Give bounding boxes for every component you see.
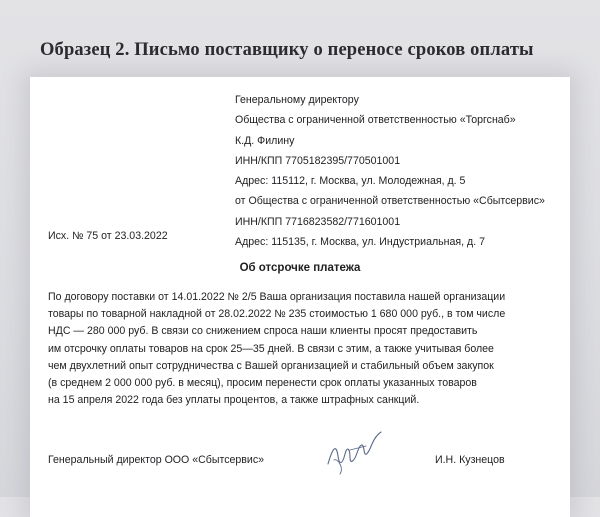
sender-line: ИНН/КПП 7716823582/771601001: [235, 215, 401, 228]
letter-subject: Об отсрочке платежа: [239, 262, 361, 274]
body-line: (в среднем 2 000 000 руб. в месяц), просим перенести срок оплаты указанных товаров: [48, 376, 477, 389]
body-line: чем двухлетний опыт сотрудничества с Вашей организацией и стабильный объем закупок: [48, 359, 494, 372]
sender-line: Адрес: 115135, г. Москва, ул. Индустриальная, д. 7: [235, 236, 486, 249]
body-line: НДС — 280 000 руб. В связи со снижением спроса наши клиенты просят предоставить: [48, 325, 478, 338]
letter-sheet: [30, 77, 570, 517]
recipient-line: Общества с ограниченной ответственностью «Торгснаб»: [235, 114, 516, 127]
recipient-line: Адрес: 115112, г. Москва, ул. Молодежная, д. 5: [235, 175, 466, 188]
signatory-title: Генеральный директор ООО «Сбытсервис»: [48, 454, 265, 466]
signatory-name: И.Н. Кузнецов: [435, 454, 505, 466]
recipient-line: ИНН/КПП 7705182395/770501001: [235, 154, 401, 167]
letter-body: [48, 289, 558, 409]
body-line: товары по товарной накладной от 28.02.2022 № 235 стоимостью 1 680 000 руб., в том числе: [48, 308, 506, 321]
recipient-block: [235, 90, 565, 252]
page-heading: Образец 2. Письмо поставщику о переносе сроков оплаты: [40, 40, 534, 60]
body-line: им отсрочку оплаты товаров на срок 25—35 дней. В связи с этим, а также учитывая более: [48, 342, 494, 355]
sender-line: от Общества с ограниченной ответственностью «Сбытсервис»: [235, 195, 545, 208]
recipient-line: Генеральному директору: [235, 94, 359, 106]
body-line: на 15 апреля 2022 года без уплаты процентов, а также штрафных санкций.: [48, 394, 420, 407]
handwritten-signature: [320, 420, 390, 480]
body-line: По договору поставки от 14.01.2022 № 2/5 Ваша организация поставила нашей организации: [48, 291, 506, 303]
recipient-line: К.Д. Филину: [235, 134, 295, 147]
outgoing-reference: Исх. № 75 от 23.03.2022: [48, 230, 168, 242]
